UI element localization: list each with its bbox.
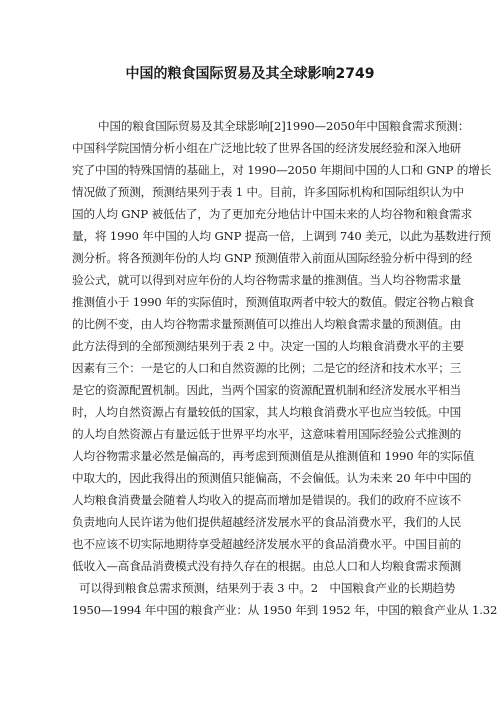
text-line: 情况做了预测，预测结果列于表 1 中。目前，许多国际机构和国际组织认为中 <box>72 185 464 199</box>
text-line: 因素有三个：一是它的人口和自然资源的比例；二是它的经济和技术水平；三 <box>72 361 462 375</box>
text-line: 的比例不变，由人均谷物需求量预测值可以推出人均粮食需求量的预测值。由 <box>72 317 462 331</box>
text-line: 的人均自然资源占有量远低于世界平均水平，这意味着用国际经验公式推测的 <box>72 427 462 441</box>
text-line: 低收入—高食品消费模式没有持久存在的根据。由总人口和人均粮食需求预测 <box>72 559 462 573</box>
text-line: 中取大的，因此我得出的预测值只能偏高，不会偏低。认为未来 20 年中中国的 <box>72 471 472 485</box>
text-line: 国的人均 GNP 被低估了，为了更加充分地估计中国未来的人均谷物和粮食需求 <box>72 207 473 221</box>
text-line: 人均粮食消费量会随着人均收入的提高而增加是错误的。我们的政府不应该不 <box>72 493 462 507</box>
text-line: 此方法得到的全部预测结果列于表 2 中。决定一国的人均粮食消费水平的主要 <box>72 339 464 353</box>
text-line: 中国科学院国情分析小组在广泛地比较了世界各国的经济发展经验和深入地研 <box>72 141 462 155</box>
text-line: 也不应该不切实际地期待享受超越经济发展水平的食品消费水平。中国目前的 <box>72 537 462 551</box>
text-line: 验公式，就可以得到对应年份的人均谷物需求量的推测值。当人均谷物需求量 <box>72 273 462 287</box>
text-line: 是它的资源配置机制。因此，当两个国家的资源配置机制和经济发展水平相当 <box>72 383 462 397</box>
text-line: 人均谷物需求量必然是偏高的，再考虑到预测值是从推测值和 1990 年的实际值 <box>72 449 475 463</box>
text-line: 可以得到粮食总需求预测，结果列于表 3 中。2 中国粮食产业的长期趋势 <box>79 581 456 595</box>
text-line: 中国的粮食国际贸易及其全球影响[2]1990—2050年中国粮食需求预测： <box>98 119 470 133</box>
document-body <box>72 115 498 621</box>
text-line: 1950—1994 年中国的粮食产业：从 1950 年到 1952 年，中国的粮食产业从 1.32 <box>72 603 498 617</box>
page-title: 中国的粮食国际贸易及其全球影响2749 <box>125 66 375 82</box>
text-line: 负责地向人民许诺为他们提供超越经济发展水平的食品消费水平，我们的人民 <box>72 515 462 529</box>
text-line: 究了中国的特殊国情的基础上，对 1990—2050 年期间中国的人口和 GNP 的增长 <box>72 163 492 177</box>
text-line: 时，人均自然资源占有量较低的国家，其人均粮食消费水平也应当较低。中国 <box>72 405 462 419</box>
text-line: 测分析。将各预测年份的人均 GNP 预测值带入前面从国际经验分析中得到的经 <box>72 251 473 265</box>
text-line: 量，将 1990 年中国的人均 GNP 提高一倍，上调到 740 美元，以此为基数进行预 <box>72 229 491 243</box>
text-line: 推测值小于 1990 年的实际值时，预测值取两者中较大的数值。假定谷物占粮食 <box>72 295 475 309</box>
